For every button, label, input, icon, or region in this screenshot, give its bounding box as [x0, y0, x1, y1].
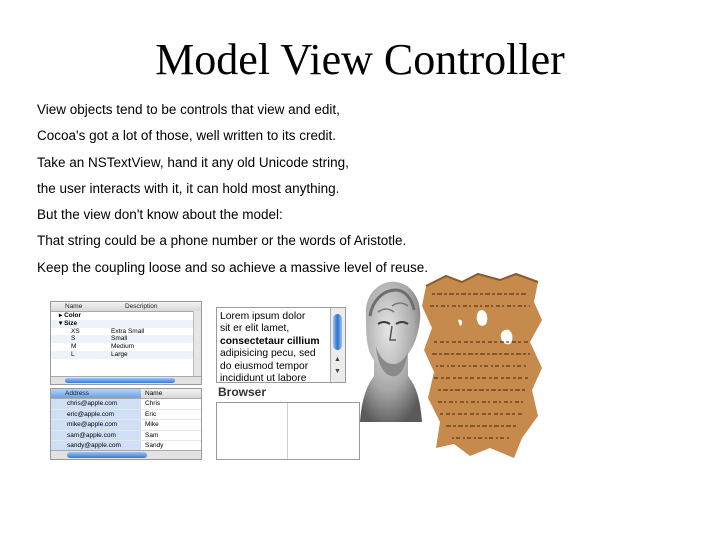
text-view-content[interactable] — [220, 311, 328, 383]
cell-address: sandy@apple.com — [51, 441, 141, 451]
disclosure-triangle-icon[interactable]: ▾ — [59, 319, 63, 327]
papyrus-manuscript-image — [418, 272, 548, 460]
text-line: incididunt ut labore — [220, 373, 307, 383]
slide-body — [37, 97, 428, 281]
cell-name: Sandy — [145, 442, 164, 449]
text-view[interactable] — [216, 307, 346, 383]
body-line: the user interacts with it, it can hold most anything. — [37, 180, 340, 196]
cell-name: Eric — [145, 410, 157, 418]
body-line: That string could be a phone number or the words of Aristotle. — [37, 233, 407, 249]
outline-row-desc: Extra Small — [111, 327, 145, 335]
outline-vertical-scrollbar[interactable] — [193, 311, 201, 377]
scroll-thumb[interactable] — [65, 378, 175, 383]
cell-name: Chris — [145, 400, 161, 407]
table-row[interactable] — [51, 410, 201, 421]
outline-row[interactable] — [51, 335, 201, 343]
outline-row[interactable] — [51, 343, 201, 351]
outline-row-name: L — [71, 350, 75, 358]
body-line: View objects tend to be controls that view and edit, — [37, 102, 340, 117]
outline-view[interactable] — [50, 301, 202, 385]
outline-row-desc: Large — [111, 350, 128, 358]
body-line: Keep the coupling loose and so achieve a massive level of reuse. — [37, 259, 428, 275]
table-row[interactable] — [51, 431, 201, 442]
cell-address: chris@apple.com — [51, 399, 141, 409]
text-line: adipisicing pecu, sed — [220, 348, 316, 360]
outline-row-name: S — [71, 335, 76, 343]
scroll-down-arrow-icon[interactable]: ▼ — [334, 368, 341, 375]
table-row[interactable] — [51, 399, 201, 410]
outline-row-desc: Small — [111, 335, 128, 343]
outline-header-description[interactable]: Description — [125, 303, 158, 310]
browser-label: Browser — [218, 385, 267, 399]
outline-row-name: XS — [71, 327, 80, 335]
cell-name: Sam — [145, 431, 159, 439]
outline-header-name[interactable]: Name — [65, 303, 83, 310]
scroll-thumb[interactable] — [67, 452, 147, 458]
text-line: sit er elit lamet, — [220, 323, 290, 335]
outline-row[interactable] — [51, 351, 201, 359]
column-header-address[interactable]: Address — [51, 389, 141, 398]
text-line: do eiusmod tempor — [220, 360, 309, 372]
slide-title: Model View Controller — [155, 35, 565, 84]
body-line: But the view don't know about the model: — [37, 207, 283, 223]
outline-row[interactable] — [51, 312, 201, 320]
body-line: Take an NSTextView, hand it any old Unicode string, — [37, 154, 349, 170]
table-horizontal-scrollbar[interactable] — [51, 450, 201, 459]
browser-view[interactable] — [216, 402, 360, 460]
body-line: Cocoa's got a lot of those, well written to its credit. — [37, 128, 336, 144]
aristotle-bust-image — [356, 276, 424, 424]
column-header-name[interactable]: Name — [141, 389, 201, 398]
table-row[interactable] — [51, 420, 201, 431]
cell-address: sam@apple.com — [51, 431, 141, 441]
outline-row-name: Color — [64, 312, 82, 319]
cell-address: mike@apple.com — [51, 420, 141, 430]
text-vertical-scrollbar[interactable] — [330, 308, 345, 382]
table-view[interactable] — [50, 388, 202, 460]
cell-name: Mike — [145, 421, 159, 428]
outline-row-name: Size — [64, 319, 78, 327]
scroll-up-arrow-icon[interactable]: ▲ — [334, 356, 341, 363]
outline-row[interactable] — [51, 328, 201, 336]
outline-row-name: M — [71, 343, 77, 351]
browser-column[interactable] — [217, 403, 288, 459]
outline-header[interactable] — [51, 302, 201, 312]
scroll-thumb[interactable] — [333, 314, 342, 350]
disclosure-triangle-icon[interactable]: ▸ — [59, 312, 63, 319]
table-header[interactable] — [51, 389, 201, 399]
outline-row[interactable] — [51, 320, 201, 328]
cell-address: eric@apple.com — [51, 410, 141, 420]
outline-row-desc: Medium — [111, 343, 135, 351]
text-line: Lorem ipsum dolor — [220, 311, 306, 322]
text-line: consectetaur cillium — [220, 335, 320, 347]
outline-horizontal-scrollbar[interactable] — [51, 376, 201, 384]
